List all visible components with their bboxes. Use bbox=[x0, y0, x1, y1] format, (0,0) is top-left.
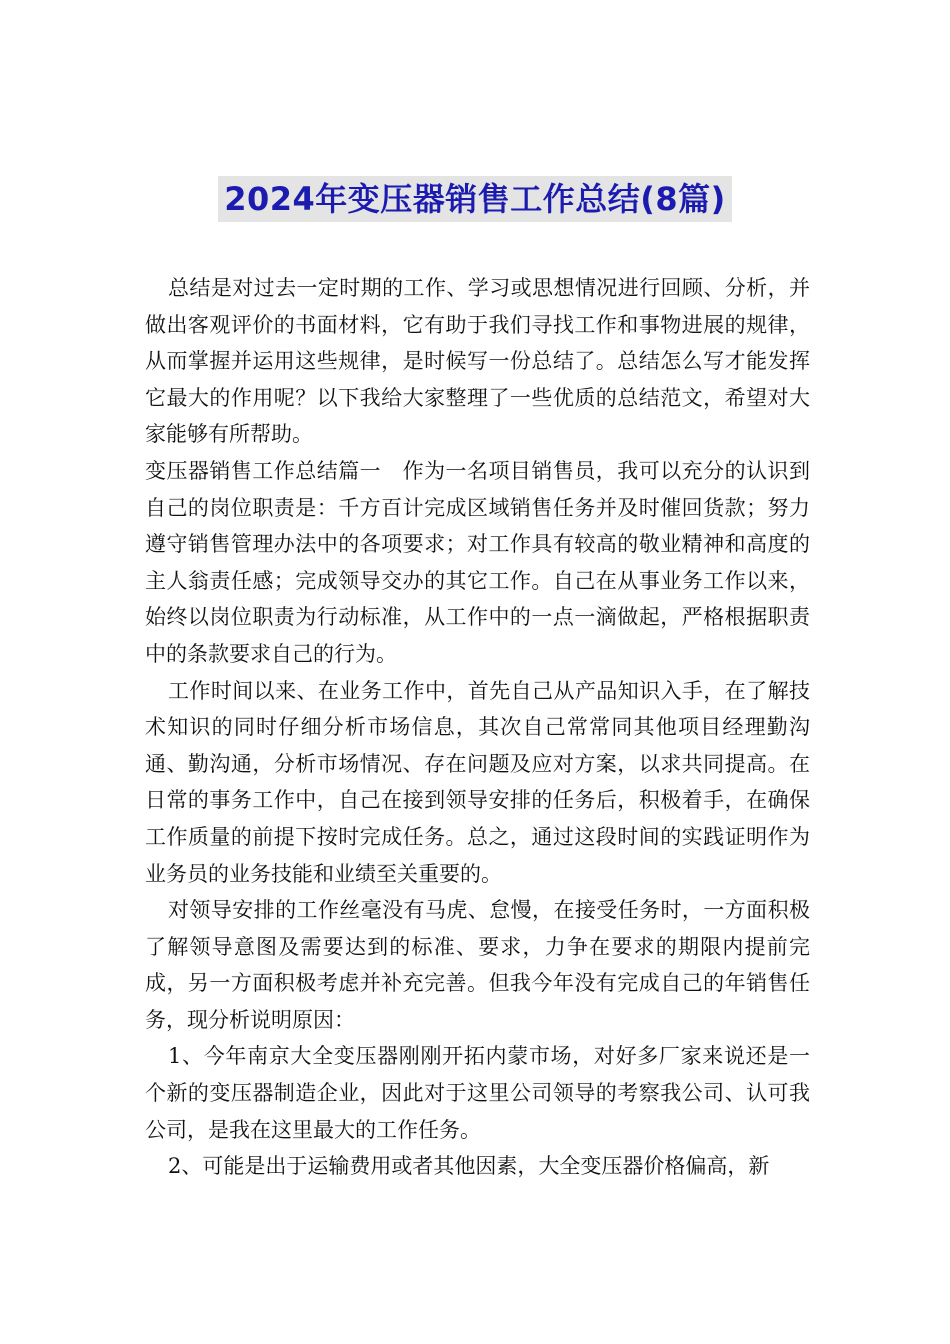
paragraph-section-one: 变压器销售工作总结篇一 作为一名项目销售员，我可以充分的认识到自己的岗位职责是：千方百计完成区域销售任务并及时催回货款；努力遵守销售管理办法中的各项要求；对工作具有较高的敬业精神和高度的主人翁责任感；完成领导交办的其它工作。自己在从事业务工作以来，始终以岗位职责为行动标准，从工作中的一点一滴做起，严格根据职责中的条款要求自己的行为。 bbox=[145, 458, 810, 666]
paragraph-work-time: 工作时间以来、在业务工作中，首先自己从产品知识入手，在了解技术知识的同时仔细分析市场信息，其次自己常常同其他项目经理勤沟通、勤沟通，分析市场情况、存在问题及应对方案，以求共同提高。在日常的事务工作中，自己在接到领导安排的任务后，积极着手，在确保工作质量的前提下按时完成任务。总之，通过这段时间的实践证明作为业务员的业务技能和业绩至关重要的。 bbox=[145, 678, 810, 886]
paragraph-reason-two: 2、可能是出于运输费用或者其他因素，大全变压器价格偏高，新 bbox=[168, 1154, 770, 1179]
paragraph-intro: 总结是对过去一定时期的工作、学习或思想情况进行回顾、分析，并做出客观评价的书面材料，它有助于我们寻找工作和事物进展的规律，从而掌握并运用这些规律，是时候写一份总结了。总结怎么写才能发挥它最大的作用呢？以下我给大家整理了一些优质的总结范文，希望对大家能够有所帮助。 bbox=[145, 276, 810, 447]
paragraph-leader-tasks: 对领导安排的工作丝毫没有马虎、怠慢，在接受任务时，一方面积极了解领导意图及需要达到的标准、要求，力争在要求的期限内提前完成，另一方面积极考虑并补充完善。但我今年没有完成自己的年销售任务，现分析说明原因： bbox=[145, 898, 810, 1032]
document-body bbox=[145, 270, 810, 1185]
paragraph-reason-one: 1、今年南京大全变压器刚刚开拓内蒙市场，对好多厂家来说还是一个新的变压器制造企业，因此对于这里公司领导的考察我公司、认可我公司，是我在这里最大的工作任务。 bbox=[145, 1044, 810, 1142]
title-container bbox=[0, 176, 950, 222]
document-title: 2024年变压器销售工作总结(8篇) bbox=[218, 176, 732, 222]
